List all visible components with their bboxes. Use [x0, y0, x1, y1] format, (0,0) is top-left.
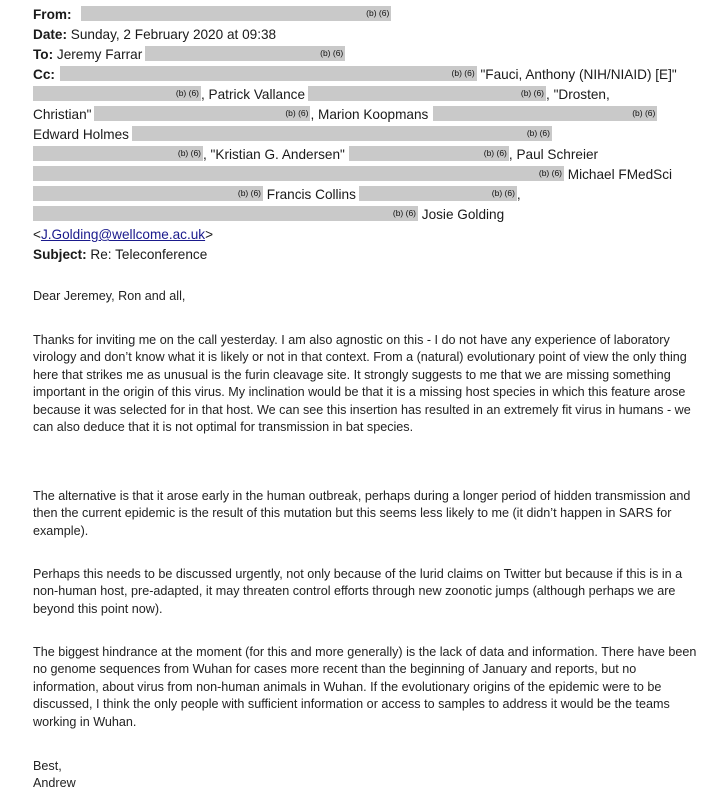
email-line	[33, 225, 213, 245]
cc-drosten: , "Drosten,	[546, 87, 610, 102]
cc-label: Cc:	[33, 67, 55, 82]
redaction-box: (b) (6)	[433, 106, 657, 121]
cc-collins: Francis Collins	[266, 187, 356, 202]
cc-comma: ,	[516, 187, 521, 202]
redaction-box: (b) (6)	[33, 146, 203, 161]
cc-line-7	[33, 185, 521, 205]
golding-email-link[interactable]: J.Golding@wellcome.ac.uk	[40, 227, 206, 242]
date-label: Date:	[33, 27, 67, 42]
paragraph-2: The alternative is that it arose early in the human outbreak, perhaps during a longer period of hidden transmission and then the current epidemic is the result of this mutation but this seems less likely to me (it didn’t happen in SARS for example).	[33, 489, 691, 538]
cc-christian: Christian"	[33, 107, 92, 122]
closing: Best,	[33, 759, 62, 773]
cc-holmes: Edward Holmes	[33, 127, 129, 142]
redaction-box: (b) (6)	[359, 186, 517, 201]
redaction-box: (b) (6)	[33, 86, 201, 101]
redaction-box: (b) (6)	[81, 6, 391, 21]
cc-line-1	[33, 65, 677, 85]
cc-andersen: , "Kristian G. Andersen"	[203, 147, 345, 162]
redaction-box: (b) (6)	[33, 186, 263, 201]
paragraph-4-wrap	[33, 644, 703, 731]
redaction-box: (b) (6)	[308, 86, 546, 101]
cc-vallance: , Patrick Vallance	[201, 87, 306, 102]
cc-line-3	[33, 105, 657, 125]
to-label: To:	[33, 47, 54, 62]
email-bracket-open: <	[33, 227, 41, 242]
cc-line-5	[33, 145, 598, 165]
cc-fauci: "Fauci, Anthony (NIH/NIAID) [E]"	[480, 67, 677, 82]
closing-wrap	[33, 758, 703, 793]
email-bracket-close: >	[205, 227, 214, 242]
cc-line-2	[33, 85, 610, 105]
cc-line-8	[33, 205, 504, 225]
redaction-box: (b) (6)	[349, 146, 509, 161]
paragraph-3: Perhaps this needs to be discussed urgently, not only because of the lurid claims on Twitter but because if this is in a non-human host, pre-adapted, it may threaten control efforts through new zoonotic jumps (although perhaps we are beyond this point now).	[33, 567, 683, 616]
paragraph-1-wrap	[33, 332, 703, 436]
from-line	[33, 5, 391, 25]
redaction-box: (b) (6)	[33, 206, 418, 221]
to-line	[33, 45, 345, 65]
from-label: From:	[33, 7, 72, 22]
redaction-box: (b) (6)	[94, 106, 310, 121]
redaction-box: (b) (6)	[145, 46, 345, 61]
cc-line-6	[33, 165, 672, 185]
signature: Andrew	[33, 776, 76, 791]
email-body	[33, 288, 703, 305]
redaction-box: (b) (6)	[132, 126, 552, 141]
paragraph-2-wrap	[33, 488, 703, 540]
subject-value: Re: Teleconference	[90, 247, 208, 262]
cc-schreier: , Paul Schreier	[508, 147, 599, 162]
subject-line	[33, 245, 207, 265]
cc-golding: Josie Golding	[421, 207, 505, 222]
date-line	[33, 25, 276, 45]
subject-label: Subject:	[33, 247, 87, 262]
redaction-box: (b) (6)	[33, 166, 564, 181]
redaction-box: (b) (6)	[60, 66, 477, 81]
greeting: Dear Jeremey, Ron and all,	[33, 289, 186, 303]
date-value: Sunday, 2 February 2020 at 09:38	[70, 27, 277, 42]
cc-koopmans: , Marion Koopmans	[310, 107, 429, 122]
paragraph-3-wrap	[33, 566, 703, 618]
to-name: Jeremy Farrar	[56, 47, 143, 62]
cc-line-4	[33, 125, 552, 145]
paragraph-4: The biggest hindrance at the moment (for this and more generally) is the lack of data and information. There have been no genome sequences from Wuhan for cases more recent than the beginning of January and reports, but no information, about virus from non-human animals in Wuhan. If the evolutionary origins of the epidemic were to be discussed, I think the only people with sufficient information or access to samples to address it would be the teams working in Wuhan.	[33, 645, 697, 729]
paragraph-1: Thanks for inviting me on the call yesterday. I am also agnostic on this - I do not have any experience of laboratory virology and don’t know what it is likely or not in that context. From a (natural) evolutionary point of view the only thing here that strikes me as unusual is the furin cleavage site. It strongly suggests to me that we are missing something important in the origin of this virus. My inclination would be that it is a missing host species in which this feature arose because it was selected for in that host. We can see this insertion has resulted in an extremely fit virus in humans - we can also deduce that it is not optimal for transmission in bat species.	[33, 333, 691, 435]
cc-fmedsci: Michael FMedSci	[567, 167, 673, 182]
